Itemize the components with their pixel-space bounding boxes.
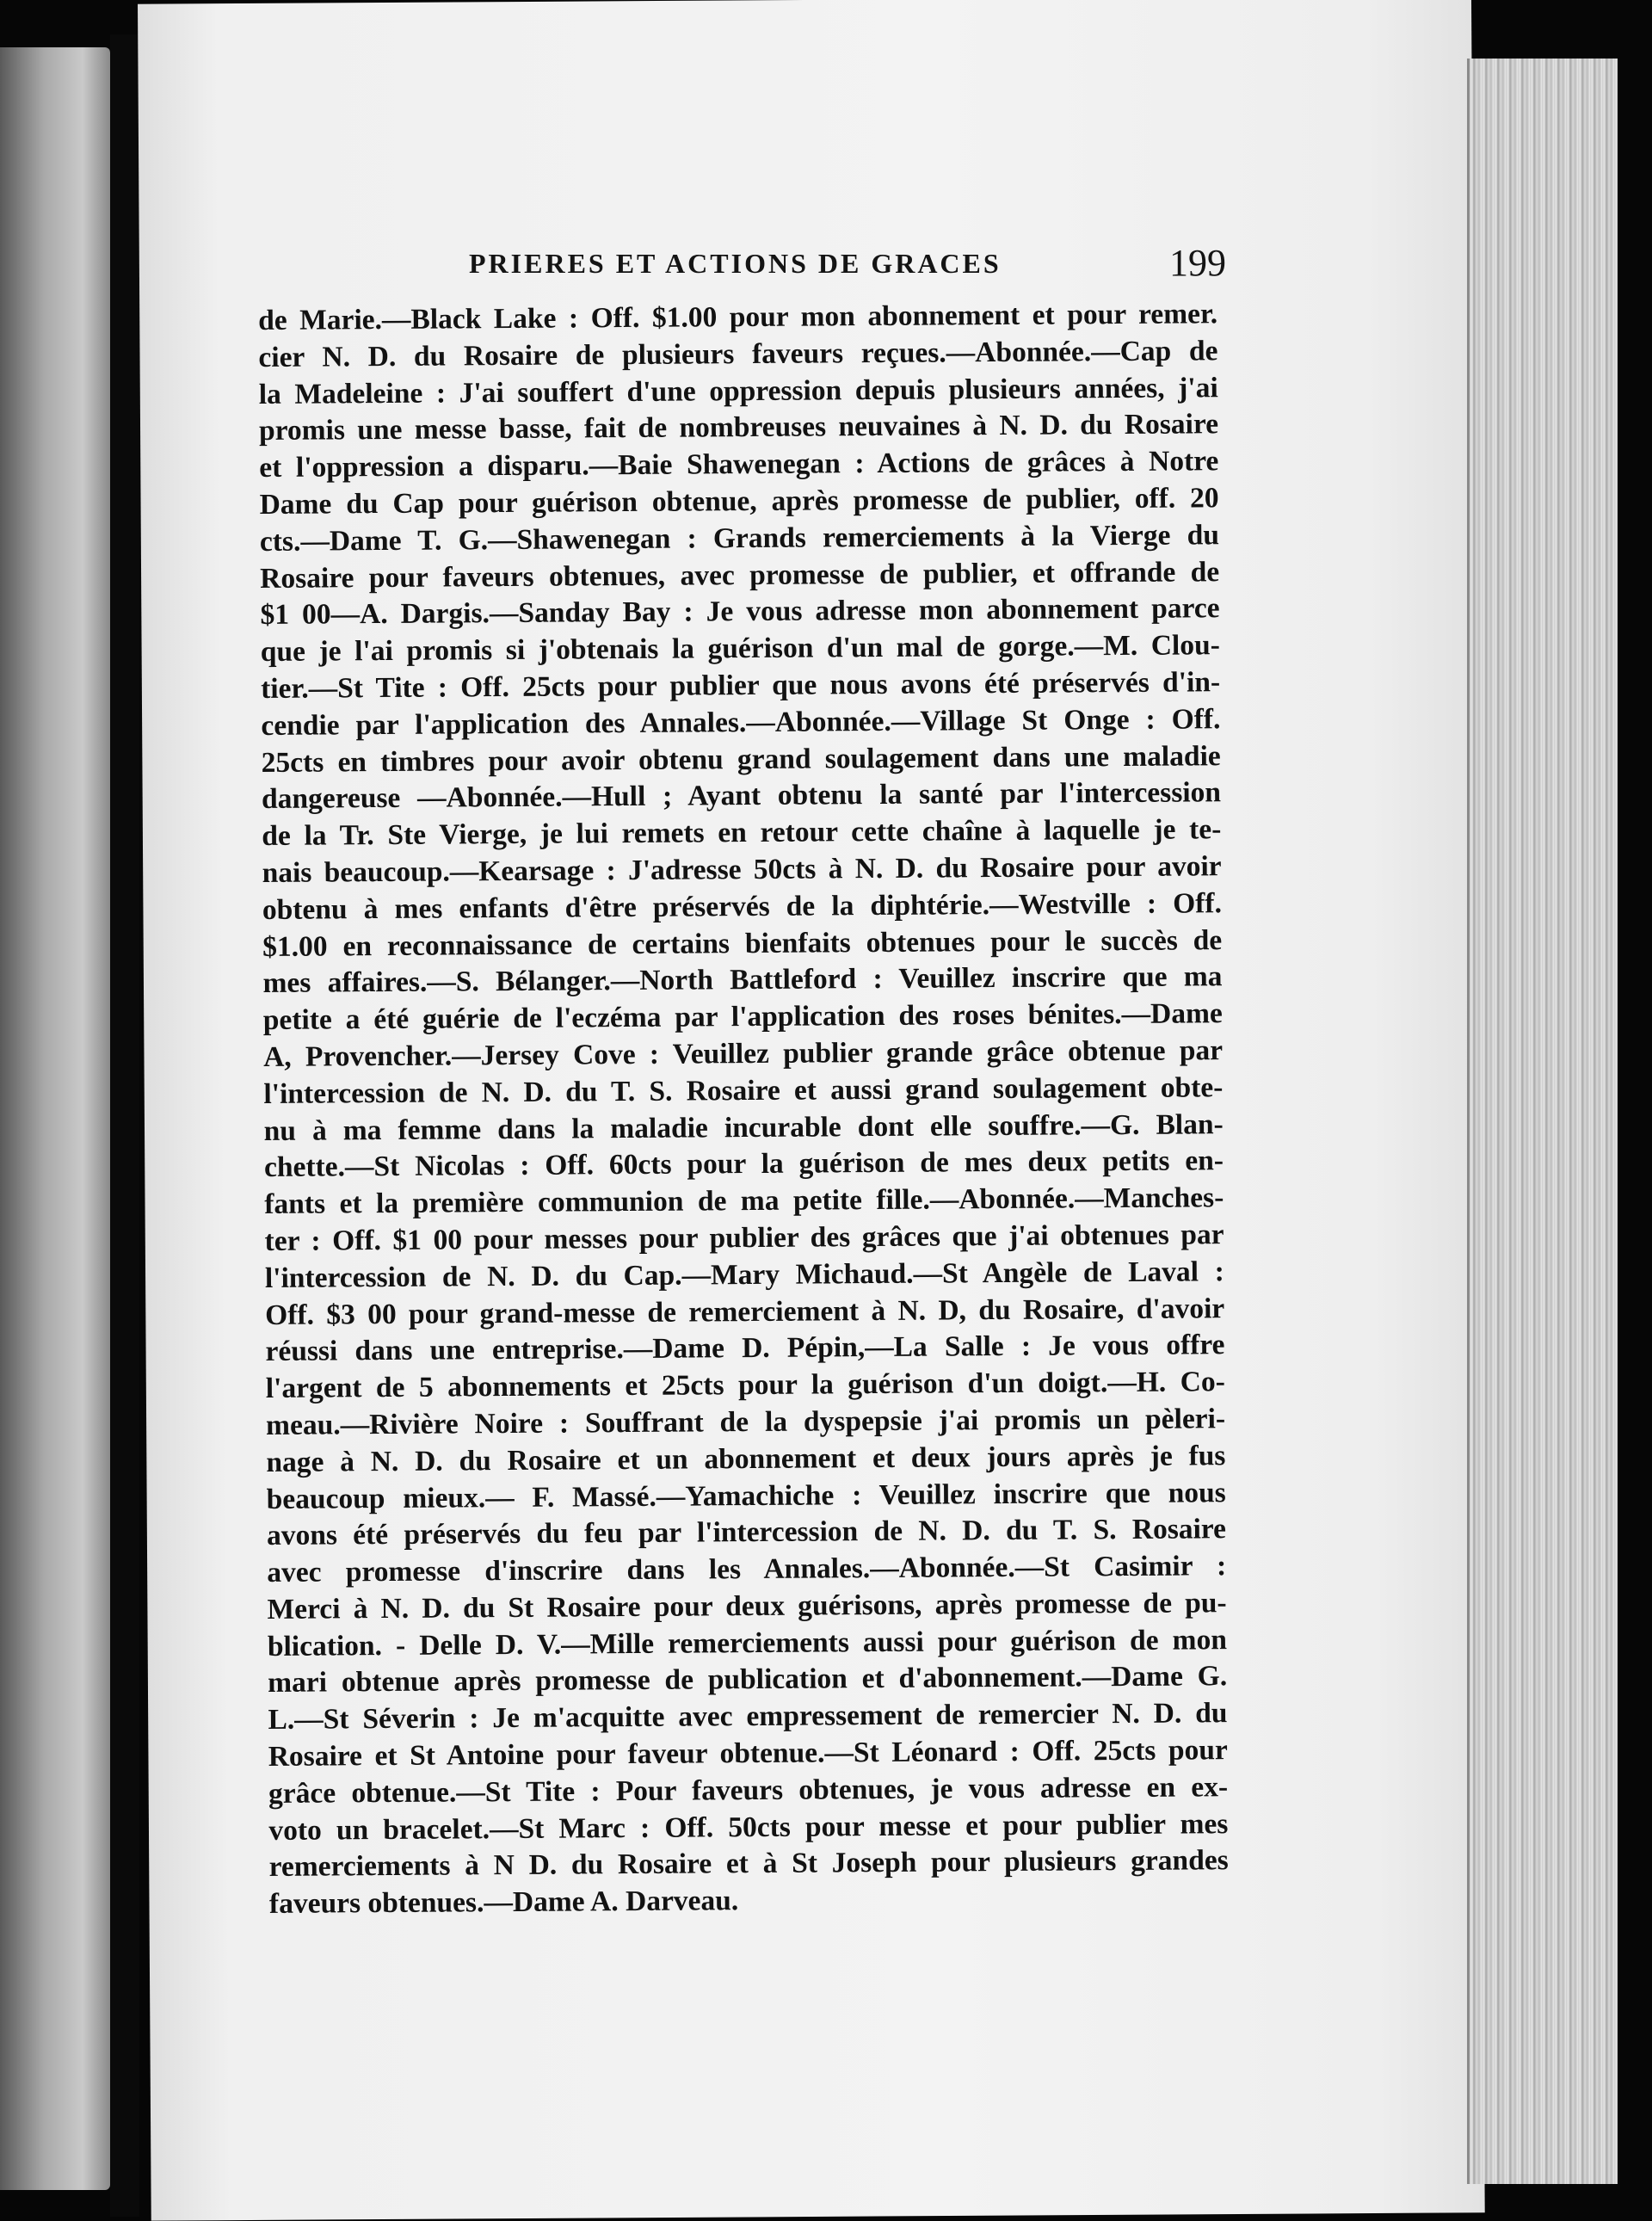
text-line: que je l'ai promis si j'obtenais la guérison d'un mal de gorge.—M. Clou- [260, 629, 1220, 669]
running-title: PRIERES ET ACTIONS DE GRACES [469, 248, 1002, 279]
text-line: cendie par l'application des Annales.—Abonnée.—Village St Onge : Off. [261, 702, 1221, 742]
text-line: Rosaire pour faveurs obtenues, avec promesse de publier, et offrande de [260, 555, 1220, 595]
text-line: obtenu à mes enfants d'être préservés de la diphtérie.—Westville : Off. [262, 886, 1223, 926]
text-line: Rosaire et St Antoine pour faveur obtenue.—St Léonard : Off. 25cts pour [268, 1734, 1228, 1774]
text-line: mari obtenue après promesse de publication et d'abonnement.—Dame G. [268, 1660, 1228, 1700]
text-line: avons été préservés du feu par l'intercession de N. D. du T. S. Rosaire [266, 1513, 1227, 1552]
page-header [469, 242, 1226, 289]
text-line: et l'oppression a disparu.—Baie Shawenegan : Actions de grâces à Notre [259, 445, 1219, 484]
text-line: réussi dans une entreprise.—Dame D. Pépin,—La Salle : Je vous offre [265, 1329, 1225, 1368]
page-edges-stack [1467, 59, 1624, 2184]
text-line: l'argent de 5 abonnements et 25cts pour la guérison d'un doigt.—H. Co- [265, 1366, 1225, 1405]
text-line: la Madeleine : J'ai souffert d'une oppression depuis plusieurs années, j'ai [258, 371, 1218, 410]
text-line: l'intercession de N. D. du T. S. Rosaire et aussi grand soulagement obte- [263, 1070, 1224, 1110]
text-line: remerciements à N D. du Rosaire et à St Joseph pour plusieurs grandes [268, 1844, 1229, 1884]
text-line: Dame du Cap pour guérison obtenue, après promesse de publier, off. 20 [259, 482, 1219, 521]
book-gutter [110, 34, 139, 2217]
text-line: $1 00—A. Dargis.—Sanday Bay : Je vous adresse mon abonnement parce [260, 592, 1220, 632]
text-line: $1.00 en reconnaissance de certains bienfaits obtenues pour le succès de [262, 923, 1223, 963]
text-line: nage à N. D. du Rosaire et un abonnement et deux jours après je fus [266, 1439, 1226, 1478]
text-line: nais beaucoup.—Kearsage : J'adresse 50cts à N. D. du Rosaire pour avoir [262, 850, 1222, 889]
text-line: fants et la première communion de ma petite fille.—Abonnée.—Manches- [264, 1181, 1224, 1221]
text-line: chette.—St Nicolas : Off. 60cts pour la guérison de mes deux petits en- [263, 1144, 1224, 1184]
text-line: de Marie.—Black Lake : Off. $1.00 pour mon abonnement et pour remer. [258, 298, 1218, 336]
text-line: cier N. D. du Rosaire de plusieurs faveurs reçues.—Abonnée.—Cap de [258, 335, 1218, 373]
text-line: cts.—Dame T. G.—Shawenegan : Grands remerciements à la Vierge du [259, 518, 1220, 558]
text-line: avec promesse d'inscrire dans les Annales.—Abonnée.—St Casimir : [267, 1550, 1227, 1589]
text-line: promis une messe basse, fait de nombreuses neuvaines à N. D. du Rosaire [258, 408, 1219, 447]
text-line: dangereuse —Abonnée.—Hull ; Ayant obtenu la santé par l'intercession [261, 776, 1222, 816]
text-line: blication. - Delle D. V.—Mille remerciements aussi pour guérison de mon [267, 1623, 1228, 1663]
text-line: Off. $3 00 pour grand-messe de remerciement à N. D, du Rosaire, d'avoir [265, 1292, 1225, 1331]
text-line: petite a été guérie de l'eczéma par l'application des roses bénites.—Dame [262, 997, 1223, 1037]
body-text [258, 296, 1229, 1923]
text-line: de la Tr. Ste Vierge, je lui remets en retour cette chaîne à laquelle je te- [262, 813, 1222, 853]
text-line: voto un bracelet.—St Marc : Off. 50cts pour messe et pour publier mes [268, 1807, 1229, 1847]
text-line: ter : Off. $1 00 pour messes pour publier des grâces que j'ai obtenues par [264, 1218, 1224, 1257]
facing-page-edge [0, 47, 110, 2190]
text-line: mes affaires.—S. Bélanger.—North Battleford : Veuillez inscrire que ma [262, 960, 1223, 1000]
text-line: tier.—St Tite : Off. 25cts pour publier que nous avons été préservés d'in- [261, 666, 1221, 705]
text-line: beaucoup mieux.— F. Massé.—Yamachiche : Veuillez inscrire que nous [266, 1476, 1226, 1515]
text-line: l'intercession de N. D. du Cap.—Mary Michaud.—St Angèle de Laval : [264, 1255, 1225, 1294]
text-line: meau.—Rivière Noire : Souffrant de la dyspepsie j'ai promis un pèleri- [265, 1403, 1226, 1441]
text-line: Merci à N. D. du St Rosaire pour deux guérisons, après promesse de pu- [267, 1587, 1227, 1626]
text-line: A, Provencher.—Jersey Cove : Veuillez publier grande grâce obtenue par [262, 1034, 1224, 1073]
text-line: nu à ma femme dans la maladie incurable dont elle souffre.—G. Blan- [263, 1107, 1224, 1147]
background-edge [1618, 52, 1652, 2194]
page-number: 199 [1169, 242, 1226, 284]
text-line: L.—St Séverin : Je m'acquitte avec empressement de remercier N. D. du [268, 1697, 1228, 1737]
text-line: 25cts en timbres pour avoir obtenu grand soulagement dans une maladie [261, 739, 1221, 779]
text-line: faveurs obtenues.—Dame A. Darveau. [268, 1885, 739, 1921]
text-line: grâce obtenue.—St Tite : Pour faveurs obtenues, je vous adresse en ex- [268, 1771, 1229, 1810]
